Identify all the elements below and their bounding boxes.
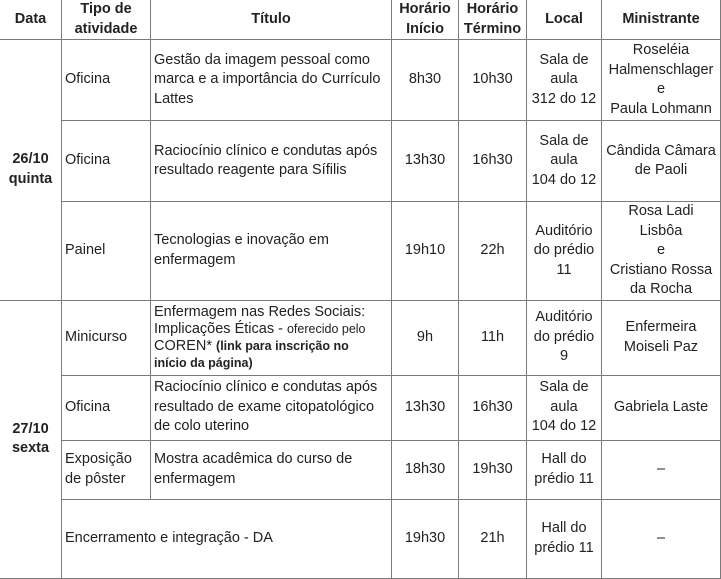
termino-cell: 21h [459, 499, 527, 578]
ministrante-cell: – [602, 499, 721, 578]
titulo-cell: Enfermagem nas Redes Sociais: Implicações Éticas - oferecido pelo COREN* (link para inscrição no início da página) [151, 300, 392, 375]
inicio-cell: 19h10 [392, 202, 459, 301]
inicio-cell: 8h30 [392, 40, 459, 121]
ministrante-cell: Roseléia Halmenschlager e Paula Lohmann [602, 40, 721, 121]
tipo-cell: Oficina [62, 121, 151, 202]
header-data: Data [0, 0, 62, 40]
local-cell: Sala de aula 104 do 12 [527, 375, 602, 440]
table-row [0, 375, 721, 440]
titulo-cell: Mostra acadêmica do curso de enfermagem [151, 440, 392, 499]
local-cell: Hall do prédio 11 [527, 440, 602, 499]
table-row [0, 440, 721, 499]
table-row [0, 202, 721, 301]
titulo-cell: Raciocínio clínico e condutas após resultado de exame citopatológico de colo uterino [151, 375, 392, 440]
ministrante-cell: – [602, 440, 721, 499]
termino-cell: 11h [459, 300, 527, 375]
header-row [0, 0, 721, 40]
header-local: Local [527, 0, 602, 40]
inicio-cell: 13h30 [392, 375, 459, 440]
ministrante-cell: Gabriela Laste [602, 375, 721, 440]
termino-cell: 22h [459, 202, 527, 301]
local-cell: Auditório do prédio 11 [527, 202, 602, 301]
inicio-cell: 13h30 [392, 121, 459, 202]
tipo-cell: Minicurso [62, 300, 151, 375]
titulo-cell: Gestão da imagem pessoal como marca e a importância do Currículo Lattes [151, 40, 392, 121]
tipo-cell: Exposição de pôster [62, 440, 151, 499]
header-termino: Horário Término [459, 0, 527, 40]
termino-cell: 16h30 [459, 375, 527, 440]
date-cell-27: 27/10 sexta [0, 300, 62, 578]
termino-cell: 10h30 [459, 40, 527, 121]
header-tipo: Tipo de atividade [62, 0, 151, 40]
date-cell-26: 26/10 quinta [0, 40, 62, 301]
table-row [0, 121, 721, 202]
tipo-cell: Oficina [62, 375, 151, 440]
table-row [0, 499, 721, 578]
ministrante-cell: Cândida Câmara de Paoli [602, 121, 721, 202]
termino-cell: 19h30 [459, 440, 527, 499]
local-cell: Hall do prédio 11 [527, 499, 602, 578]
local-cell: Sala de aula 312 do 12 [527, 40, 602, 121]
inicio-cell: 19h30 [392, 499, 459, 578]
header-ministrante: Ministrante [602, 0, 721, 40]
local-cell: Auditório do prédio 9 [527, 300, 602, 375]
titulo-cell: Raciocínio clínico e condutas após resultado reagente para Sífilis [151, 121, 392, 202]
ministrante-cell: Rosa Ladi Lisbôa e Cristiano Rossa da Rocha [602, 202, 721, 301]
termino-cell: 16h30 [459, 121, 527, 202]
table-row [0, 40, 721, 121]
header-inicio: Horário Início [392, 0, 459, 40]
table-row [0, 300, 721, 375]
encerramento-cell: Encerramento e integração - DA [62, 499, 392, 578]
local-cell: Sala de aula 104 do 12 [527, 121, 602, 202]
header-titulo: Título [151, 0, 392, 40]
titulo-cell: Tecnologias e inovação em enfermagem [151, 202, 392, 301]
ministrante-cell: Enfermeira Moiseli Paz [602, 300, 721, 375]
inicio-cell: 18h30 [392, 440, 459, 499]
tipo-cell: Oficina [62, 40, 151, 121]
inicio-cell: 9h [392, 300, 459, 375]
tipo-cell: Painel [62, 202, 151, 301]
